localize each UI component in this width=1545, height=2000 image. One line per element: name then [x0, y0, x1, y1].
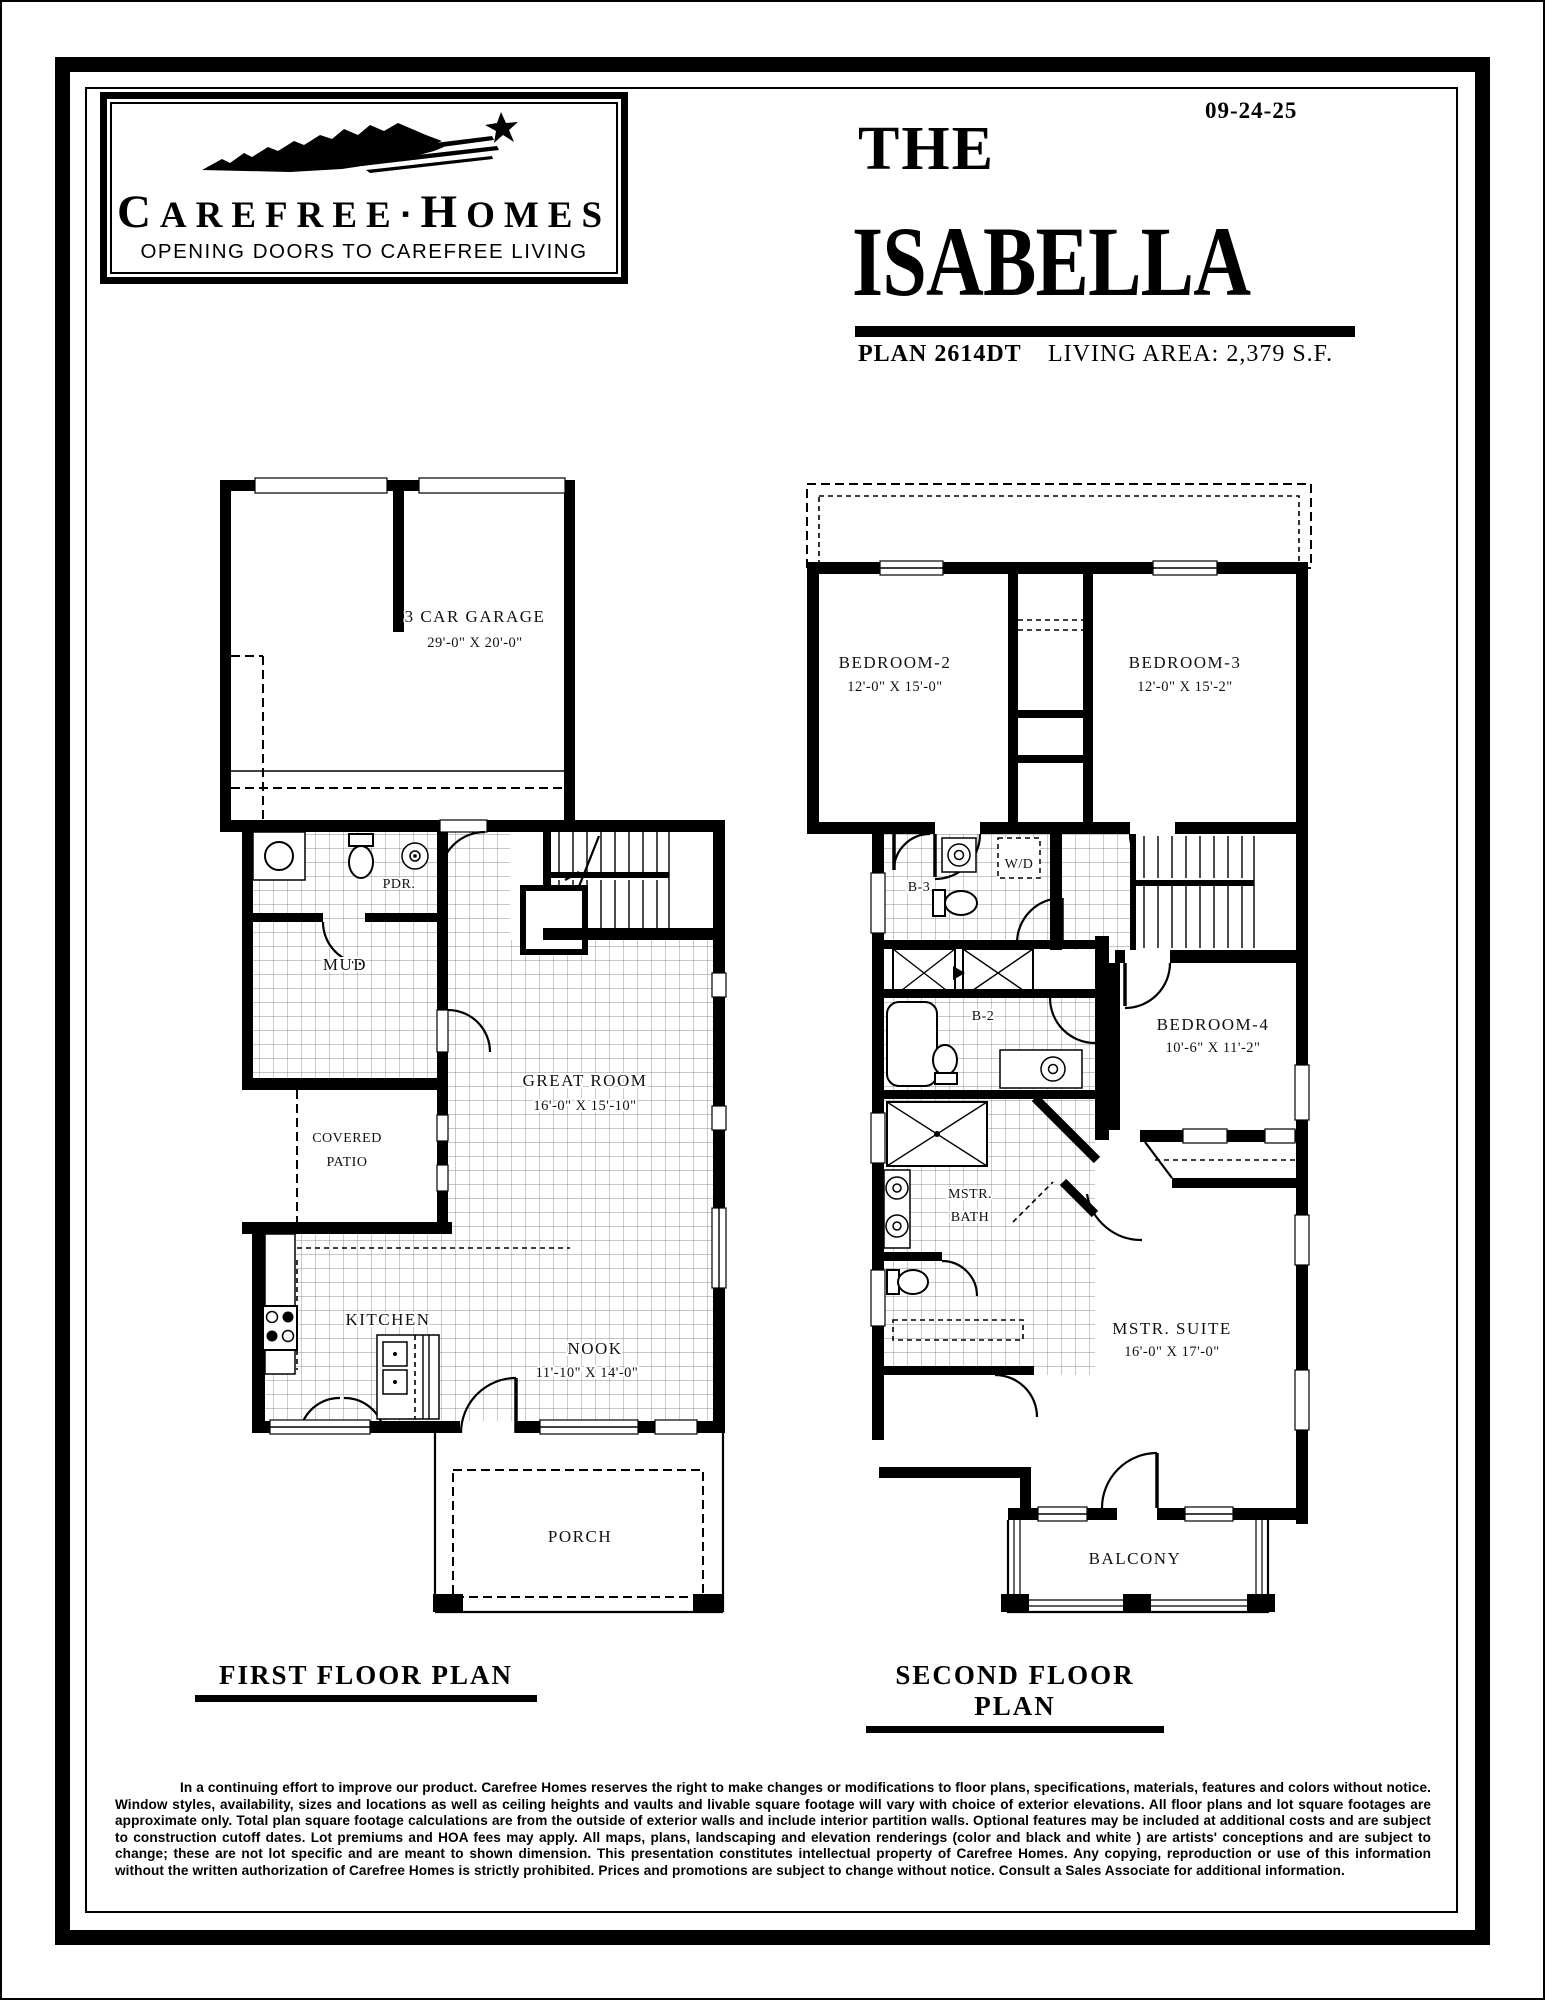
room-dims-great-room: 16'-0" X 15'-10" [533, 1098, 637, 1114]
room-label-b2: B-2 [971, 1009, 995, 1024]
room-label-garage: 3 CAR GARAGE [404, 607, 546, 626]
room-label-kitchen: KITCHEN [345, 1310, 431, 1329]
room-dims-garage: 29'-0" X 20'-0" [427, 635, 523, 651]
living-area: LIVING AREA: 2,379 S.F. [1048, 341, 1334, 367]
room-label-mstr-bath-2: BATH [950, 1210, 990, 1225]
logo-name [112, 185, 616, 239]
logo-separator-icon: ▪ [401, 201, 419, 226]
room-dims-nook: 11'-10" X 14'-0" [535, 1365, 639, 1381]
room-label-mstr-bath-1: MSTR. [947, 1187, 993, 1202]
room-label-pdr: PDR. [382, 877, 416, 892]
second-floor-plan [795, 470, 1335, 1670]
second-floor-title: SECOND FLOOR PLAN [895, 1660, 1135, 1721]
plan-number: PLAN 2614DT [858, 341, 1022, 367]
room-dims-bedroom2: 12'-0" X 15'-0" [847, 679, 943, 695]
room-dims-mstr-suite: 16'-0" X 17'-0" [1124, 1344, 1220, 1360]
disclaimer-text: In a continuing effort to improve our product. Carefree Homes reserves the right to make changes or modifications to floor plans, specifications, materials, features and colors without notice. Window styles, availability, sizes and locations as well as ceiling heights and vaults and livable square footage will vary with choice of exterior elevations. All floor plans and lot square footages are approximate only. Total plan square footage calculations are from the outside of exterior walls and include interior partition walls. Optional features may be included at additional costs and are subject to construction cutoff dates. Lot premiums and HOA fees may apply. All maps, plans, landscaping and elevation renderings (color and black and white ) are artists' conceptions and are subject to change; these are not lot specific and are meant to shown dimension. This presentation constitutes intellectual property of Carefree Homes. Any copying, reproduction or use of this information without the written authorization of Carefree Homes is strictly prohibited. Prices and promotions are subject to change without notice. Consult a Sales Associate for additional information. [115, 1780, 1431, 1878]
logo-word-homes: HOMES [420, 186, 612, 238]
room-label-mud: MUD [322, 955, 368, 974]
room-label-porch: PORCH [547, 1527, 613, 1546]
room-label-balcony: BALCONY [1088, 1549, 1182, 1568]
date: 09-24-25 [1205, 98, 1298, 123]
room-label-covered-1: COVERED [312, 1131, 382, 1146]
first-floor-caption [195, 1660, 537, 1702]
first-floor-title-underline [195, 1695, 537, 1702]
room-label-covered-2: PATIO [326, 1155, 368, 1170]
first-floor-plan [175, 470, 735, 1630]
title-rule [855, 326, 1355, 337]
room-label-bedroom3: BEDROOM-3 [1128, 653, 1242, 672]
room-dims-bedroom3: 12'-0" X 15'-2" [1137, 679, 1233, 695]
room-label-great-room: GREAT ROOM [522, 1071, 648, 1090]
title-isabella: ISABELLA [852, 206, 1251, 317]
logo-word-carefree: CAREFREE [116, 186, 400, 238]
second-floor-title-underline [866, 1726, 1164, 1733]
room-dims-bedroom4: 10'-6" X 11'-2" [1165, 1040, 1261, 1056]
mountain-logo-icon [194, 112, 534, 178]
logo-tagline: OPENING DOORS TO CAREFREE LIVING [140, 240, 588, 263]
room-label-bedroom2: BEDROOM-2 [838, 653, 952, 672]
logo-inner-frame [110, 102, 618, 274]
room-label-wd: W/D [1004, 857, 1034, 872]
second-floor-caption [866, 1660, 1164, 1733]
first-floor-title: FIRST FLOOR PLAN [218, 1660, 514, 1690]
logo-box [100, 92, 628, 284]
room-label-mstr-suite: MSTR. SUITE [1112, 1319, 1232, 1338]
room-label-nook: NOOK [567, 1339, 623, 1358]
room-label-b3: B-3 [907, 880, 931, 895]
title-the: THE [858, 115, 995, 183]
room-label-bedroom4: BEDROOM-4 [1156, 1015, 1270, 1034]
